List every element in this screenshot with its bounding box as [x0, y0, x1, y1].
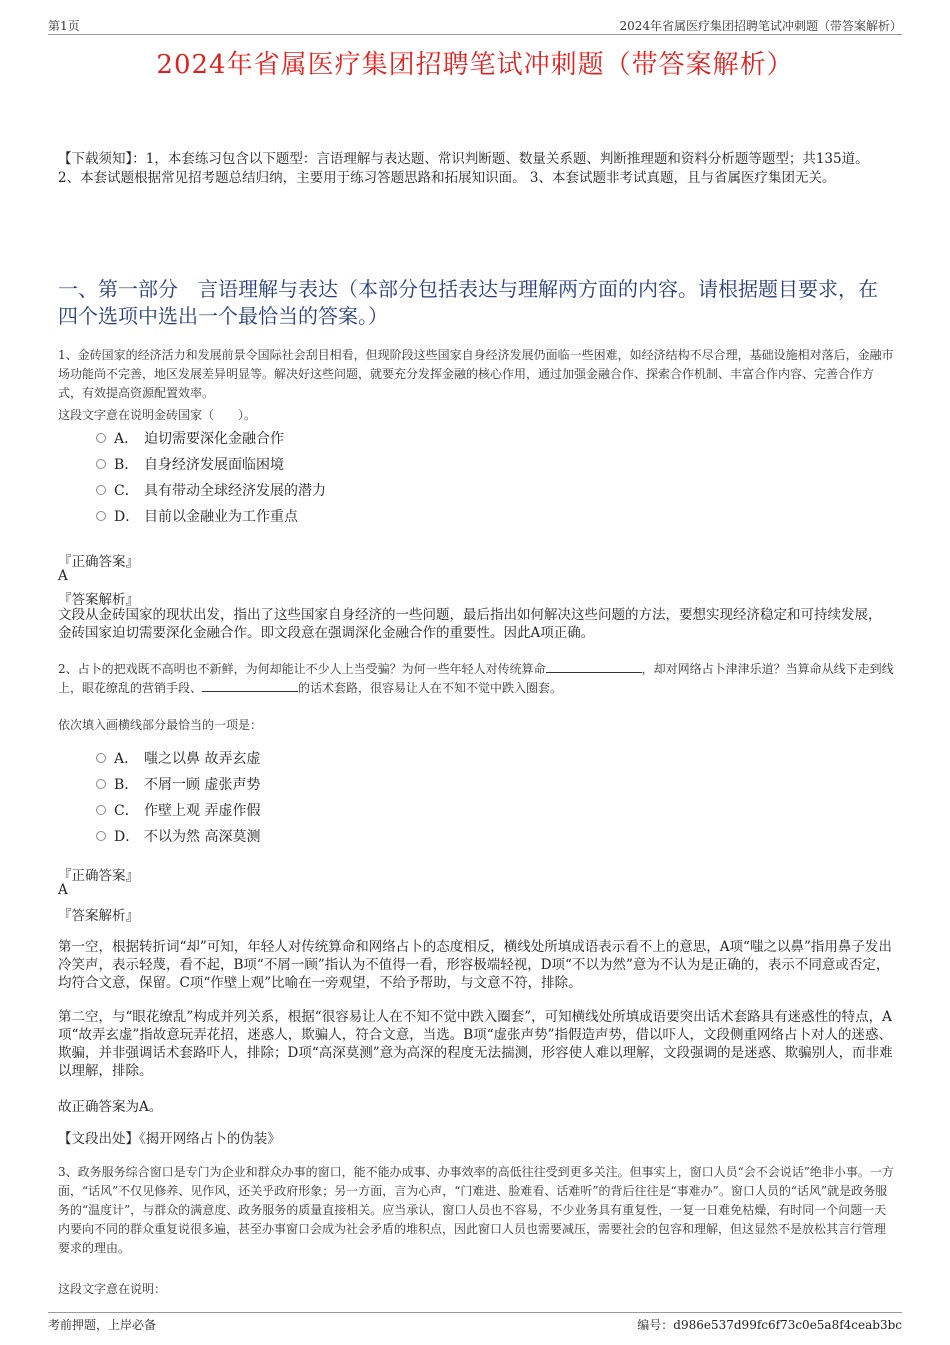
header-title: 2024年省属医疗集团招聘笔试冲刺题（带答案解析）	[619, 19, 902, 33]
radio-icon[interactable]	[96, 831, 106, 841]
option-c[interactable]: C． 作壁上观 弄虚作假	[96, 798, 260, 824]
option-d[interactable]: D． 目前以金融业为工作重点	[96, 504, 326, 530]
radio-icon[interactable]	[96, 485, 106, 495]
analysis-text: 文段从金砖国家的现状出发，指出了这些国家自身经济的一些问题，最后指出如何解决这些问题的方法，要想实现经济稳定和可持续发展，金砖国家迫切需要深化金融合作。即文段意在强调深化金融合作的重要性。因此A项正确。	[58, 607, 882, 641]
question-1-prompt: 这段文字意在说明金砖国家（ ）。	[58, 408, 257, 422]
analysis-paragraph-3: 故正确答案为A。	[58, 1099, 163, 1115]
answer-value: A	[58, 882, 68, 898]
option-c[interactable]: C． 具有带动全球经济发展的潜力	[96, 478, 326, 504]
question-1-options	[96, 426, 326, 530]
radio-icon[interactable]	[96, 805, 106, 815]
option-d[interactable]: D． 不以为然 高深莫测	[96, 824, 260, 850]
question-1-text: 1、金砖国家的经济活力和发展前景令国际社会刮目相看，但现阶段这些国家自身经济发展仍面临一些困难，如经济结构不尽合理，基础设施相对落后，金融市场功能尚不完善，地区发展差异明显等。解决好这些问题，就要充分发挥金融的核心作用，通过加强金融合作、探索合作机制、丰富合作内容、完善合作方式，有效提高资源配置效率。	[58, 348, 894, 400]
question-3-prompt: 这段文字意在说明：	[58, 1282, 167, 1296]
option-a[interactable]: A． 嗤之以鼻 故弄玄虚	[96, 746, 260, 772]
question-2-text: 2、占卜的把戏既不高明也不新鲜，为何却能让不少人上当受骗？为何一些年轻人对传统算命 ，却对网络占卜津津乐道？当算命从线下走到线上，眼花缭乱的营销手段、 的话术套路，很容易让人在不知不觉中跌入圈套。	[58, 662, 894, 695]
page-number: 第1页	[48, 19, 80, 33]
question-2-prompt: 依次填入画横线部分最恰当的一项是：	[58, 718, 263, 732]
answer-label: 『正确答案』	[58, 554, 139, 570]
question-3-text: 3、政务服务综合窗口是专门为企业和群众办事的窗口，能不能办成事、办事效率的高低往往受到更多关注。但事实上，窗口人员“会不会说话”绝非小事。一方面，“话风”不仅见修养、见作风，还关乎政府形象；另一方面，言为心声，“门难进、脸难看、话难听”的背后往往是“事难办”。窗口人员的“话风”就是政务服务的“温度计”，与群众的满意度、政务服务的质量直接相关。应当承认，窗口人员也不容易，不少业务具有重复性，一复一日难免枯燥，有时同一个问题一天内要向不同的群众重复说很多遍，甚至办事窗口会成为社会矛盾的堆积点，因此窗口人员也需要减压，需要社会的包容和理解，但这显然不是放松其言行管理要求的理由。	[58, 1165, 894, 1255]
question-2-options	[96, 746, 260, 850]
section-heading: 一、第一部分 言语理解与表达（本部分包括表达与理解两方面的内容。请根据题目要求，在四个选项中选出一个最恰当的答案。）	[58, 277, 878, 328]
radio-icon[interactable]	[96, 779, 106, 789]
blank-line	[202, 679, 298, 692]
option-a[interactable]: A． 迫切需要深化金融合作	[96, 426, 326, 452]
radio-icon[interactable]	[96, 433, 106, 443]
footer-slogan: 考前押题，上岸必备	[48, 1318, 157, 1332]
option-b[interactable]: B． 自身经济发展面临困境	[96, 452, 326, 478]
analysis-label: 『答案解析』	[58, 592, 139, 608]
document-title: 2024年省属医疗集团招聘笔试冲刺题（带答案解析）	[156, 50, 794, 80]
answer-value: A	[58, 568, 68, 584]
radio-icon[interactable]	[96, 459, 106, 469]
answer-label: 『正确答案』	[58, 868, 139, 884]
document-id: 编号：d986e537d99fc6f73c0e5a8f4ceab3bc	[637, 1318, 902, 1332]
page-footer	[48, 1312, 902, 1335]
radio-icon[interactable]	[96, 753, 106, 763]
option-b[interactable]: B． 不屑一顾 虚张声势	[96, 772, 260, 798]
source-note: 【文段出处】《揭开网络占卜的伪装》	[58, 1131, 281, 1147]
download-notice: 【下载须知】：1，本套练习包含以下题型：言语理解与表达题、常识判断题、数量关系题、判断推理题和资料分析题等题型；共135道。 2、本套试题根据常见招考题总结归纳，主要用于练习答题思路和拓展知识面。 3、本套试题非考试真题，且与省属医疗集团无关。	[58, 151, 869, 186]
blank-line	[546, 660, 642, 673]
analysis-paragraph-2: 第二空，与“眼花缭乱”构成并列关系，根据“很容易让人在不知不觉中跌入圈套”，可知横线处所填成语要突出话术套路具有迷惑性的特点，A项“故弄玄虚”指故意玩弄花招，迷惑人，欺骗人，符合文意，当选。B项“虚张声势”指假造声势，借以吓人，文段侧重网络占卜对人的迷惑、欺骗，并非强调话术套路吓人，排除；D项“高深莫测”意为高深的程度无法揣测，形容使人难以理解，文段强调的是迷惑、欺骗别人，而非难以理解，排除。	[58, 1009, 893, 1079]
radio-icon[interactable]	[96, 511, 106, 521]
page-header	[48, 14, 902, 35]
analysis-paragraph-1: 第一空，根据转折词“却”可知，年轻人对传统算命和网络占卜的态度相反，横线处所填成语表示看不上的意思，A项“嗤之以鼻”指用鼻子发出冷笑声，表示轻蔑，看不起，B项“不屑一顾”指认为不值得一看，形容极端轻视，D项“不以为然”意为不认为是正确的，表示不同意或否定，均符合文意，保留。C项“作壁上观”比喻在一旁观望，不给予帮助，与文意不符，排除。	[58, 939, 892, 991]
analysis-label: 『答案解析』	[58, 908, 139, 924]
